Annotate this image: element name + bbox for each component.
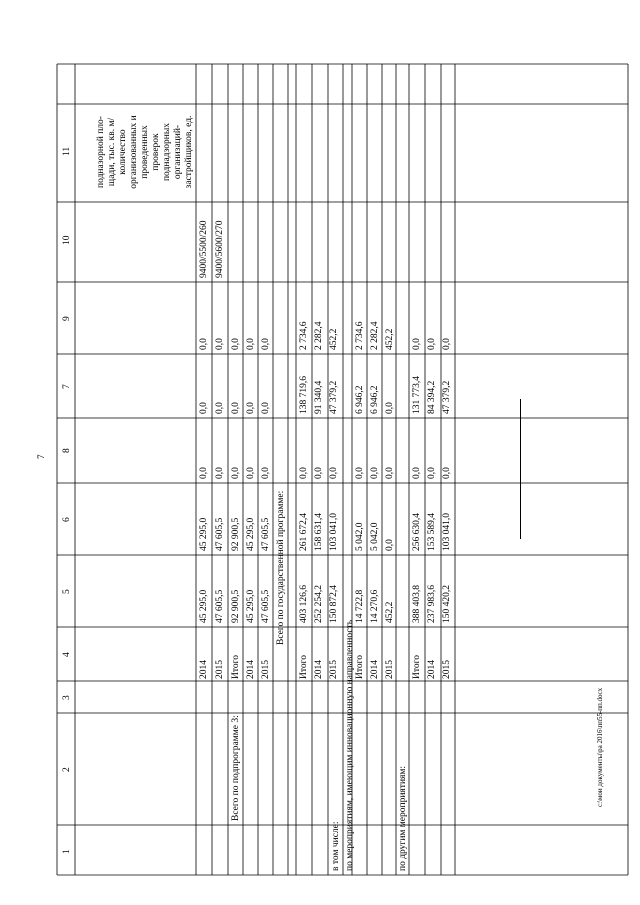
value-cell: 261 672,4 xyxy=(299,513,309,551)
value-cell: 6 946,2 xyxy=(355,385,365,414)
column-header: 8 xyxy=(62,448,72,453)
column-header: 2 xyxy=(62,767,72,772)
value-cell: 138 719,6 xyxy=(299,376,309,414)
value-cell: 0,0 xyxy=(329,467,339,479)
value-cell: 158 631,4 xyxy=(314,513,324,551)
year-cell: 2014 xyxy=(246,660,256,679)
value-cell: 0,0 xyxy=(215,402,225,414)
value-cell: 0,0 xyxy=(370,467,380,479)
footer-path: с:\мои документы\ра 2016\пп55-пп.docx xyxy=(596,687,604,807)
column-header: 6 xyxy=(62,517,72,522)
value-cell: 0,0 xyxy=(199,338,209,350)
section-label: по другим мероприятиям: xyxy=(398,765,408,871)
value-cell: 0,0 xyxy=(427,338,437,350)
col10-header: подназорной пло-щади, тыс. кв. м/ количество организованных и проведенных проверок поднадзорных организаций-застройщиков, ед. xyxy=(96,115,194,189)
year-cell: Итого xyxy=(299,654,309,679)
value-cell: 403 126,6 xyxy=(299,585,309,623)
column-header: 11 xyxy=(62,146,72,156)
column-header: 9 xyxy=(62,316,72,321)
value-cell: 0,0 xyxy=(261,402,271,414)
value-cell: 92 900,5 xyxy=(231,517,241,551)
value-cell: 0,0 xyxy=(412,338,422,350)
value-cell: 103 041,0 xyxy=(442,513,452,551)
value-cell: 0,0 xyxy=(385,539,395,551)
value-cell: 0,0 xyxy=(246,338,256,350)
column-header: 1 xyxy=(62,849,72,854)
section-label: Всего по государственной программе: xyxy=(276,490,286,645)
value-cell: 0,0 xyxy=(199,467,209,479)
col10-value: 9400/5500/260 xyxy=(199,220,209,278)
value-cell: 0,0 xyxy=(261,338,271,350)
value-cell: 5 042,0 xyxy=(355,522,365,551)
value-cell: 150 420,2 xyxy=(442,585,452,623)
value-cell: 153 589,4 xyxy=(427,513,437,551)
value-cell: 0,0 xyxy=(299,467,309,479)
value-cell: 0,0 xyxy=(261,467,271,479)
value-cell: 45 295,0 xyxy=(246,589,256,623)
value-cell: 0,0 xyxy=(215,338,225,350)
value-cell: 0,0 xyxy=(231,338,241,350)
value-cell: 0,0 xyxy=(231,402,241,414)
value-cell: 47 605,5 xyxy=(215,517,225,551)
value-cell: 452,2 xyxy=(385,601,395,623)
value-cell: 2 734,6 xyxy=(355,321,365,350)
value-cell: 0,0 xyxy=(412,467,422,479)
year-cell: Итого xyxy=(412,654,422,679)
section-label: в том числе: xyxy=(331,821,341,871)
value-cell: 91 340,4 xyxy=(314,380,324,414)
value-cell: 388 403,8 xyxy=(412,585,422,623)
value-cell: 0,0 xyxy=(314,467,324,479)
value-cell: 0,0 xyxy=(215,467,225,479)
value-cell: 0,0 xyxy=(246,402,256,414)
value-cell: 0,0 xyxy=(246,467,256,479)
column-header: 5 xyxy=(62,589,72,594)
value-cell: 452,2 xyxy=(329,328,339,350)
value-cell: 252 254,2 xyxy=(314,585,324,623)
column-header: 7 xyxy=(62,384,72,389)
page-number: 7 xyxy=(36,454,46,459)
value-cell: 0,0 xyxy=(231,467,241,479)
section-label: по мероприятиям, имеющим инновационную направленность xyxy=(345,619,355,871)
value-cell: 452,2 xyxy=(385,328,395,350)
column-header: 10 xyxy=(62,235,72,245)
value-cell: 256 630,4 xyxy=(412,513,422,551)
year-cell: 2014 xyxy=(199,660,209,679)
value-cell: 0,0 xyxy=(199,402,209,414)
value-cell: 14 722,8 xyxy=(355,589,365,623)
year-cell: 2015 xyxy=(261,660,271,679)
value-cell: 47 605,5 xyxy=(261,589,271,623)
value-cell: 14 270,6 xyxy=(370,589,380,623)
year-cell: 2014 xyxy=(427,660,437,679)
year-cell: 2015 xyxy=(385,660,395,679)
section-label: Всего по подпрограмме 3: xyxy=(231,715,241,821)
value-cell: 84 394,2 xyxy=(427,380,437,414)
year-cell: 2014 xyxy=(314,660,324,679)
column-header: 3 xyxy=(62,695,72,700)
year-cell: 2015 xyxy=(442,660,452,679)
value-cell: 2 282,4 xyxy=(314,321,324,350)
year-cell: Итого xyxy=(231,654,241,679)
value-cell: 0,0 xyxy=(385,402,395,414)
column-header: 4 xyxy=(62,652,72,657)
value-cell: 45 295,0 xyxy=(199,517,209,551)
value-cell: 0,0 xyxy=(355,467,365,479)
value-cell: 0,0 xyxy=(385,467,395,479)
value-cell: 47 605,5 xyxy=(215,589,225,623)
value-cell: 5 042,0 xyxy=(370,522,380,551)
year-cell: 2015 xyxy=(329,660,339,679)
value-cell: 45 295,0 xyxy=(199,589,209,623)
value-cell: 47 605,5 xyxy=(261,517,271,551)
col10-value: 9400/5600/270 xyxy=(215,220,225,278)
year-cell: Итого xyxy=(355,654,365,679)
value-cell: 150 872,4 xyxy=(329,585,339,623)
value-cell: 2 282,4 xyxy=(370,321,380,350)
value-cell: 0,0 xyxy=(442,338,452,350)
year-cell: 2015 xyxy=(215,660,225,679)
value-cell: 0,0 xyxy=(427,467,437,479)
value-cell: 237 983,6 xyxy=(427,585,437,623)
value-cell: 131 773,4 xyxy=(412,376,422,414)
year-cell: 2014 xyxy=(370,660,380,679)
value-cell: 47 379,2 xyxy=(329,380,339,414)
value-cell: 6 946,2 xyxy=(370,385,380,414)
value-cell: 2 734,6 xyxy=(299,321,309,350)
value-cell: 47 379,2 xyxy=(442,380,452,414)
value-cell: 0,0 xyxy=(442,467,452,479)
value-cell: 92 900,5 xyxy=(231,589,241,623)
value-cell: 45 295,0 xyxy=(246,517,256,551)
value-cell: 103 041,0 xyxy=(329,513,339,551)
